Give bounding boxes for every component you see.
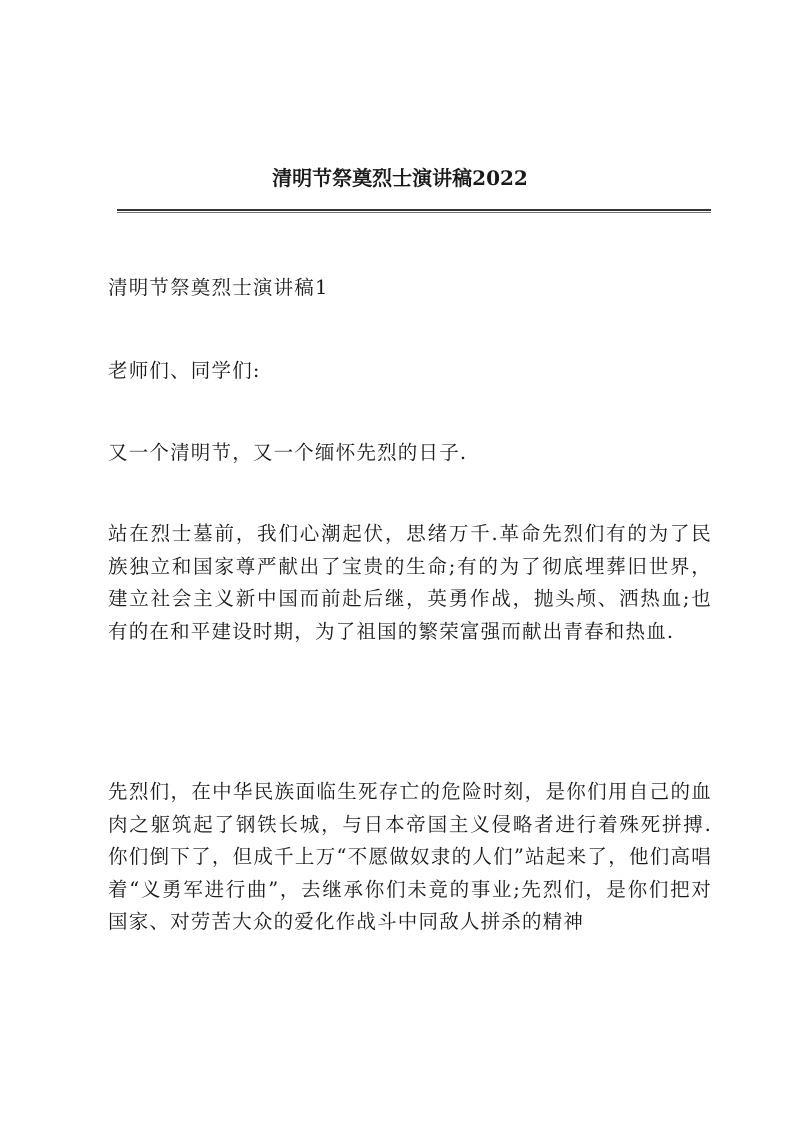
title-underline [117,209,711,213]
greeting-line: 老师们、同学们: [108,359,261,382]
body-paragraph-1: 站在烈士墓前，我们心潮起伏，思绪万千.革命先烈们有的为了民族独立和国家尊严献出了宝贵的生命;有的为了彻底埋葬旧世界，建立社会主义新中国而前赴后继，英勇作战，抛头颅、洒热血;也有的在和平建设时期，为了祖国的繁荣富强而献出青春和热血. [108,522,712,643]
section-heading: 清明节祭奠烈士演讲稿1 [108,276,329,299]
intro-paragraph: 又一个清明节，又一个缅怀先烈的日子. [108,441,468,464]
document-title: 清明节祭奠烈士演讲稿2022 [272,166,528,190]
body-paragraph-2: 先烈们，在中华民族面临生死存亡的危险时刻，是你们用自己的血肉之躯筑起了钢铁长城，与日本帝国主义侵略者进行着殊死拼搏.你们倒下了，但成千上万“不愿做奴隶的人们”站起来了，他们高唱着“义勇军进行曲”，去继承你们未竟的事业;先烈们，是你们把对国家、对劳苦大众的爱化作战斗中同敌人拼杀的精神 [108,780,712,933]
